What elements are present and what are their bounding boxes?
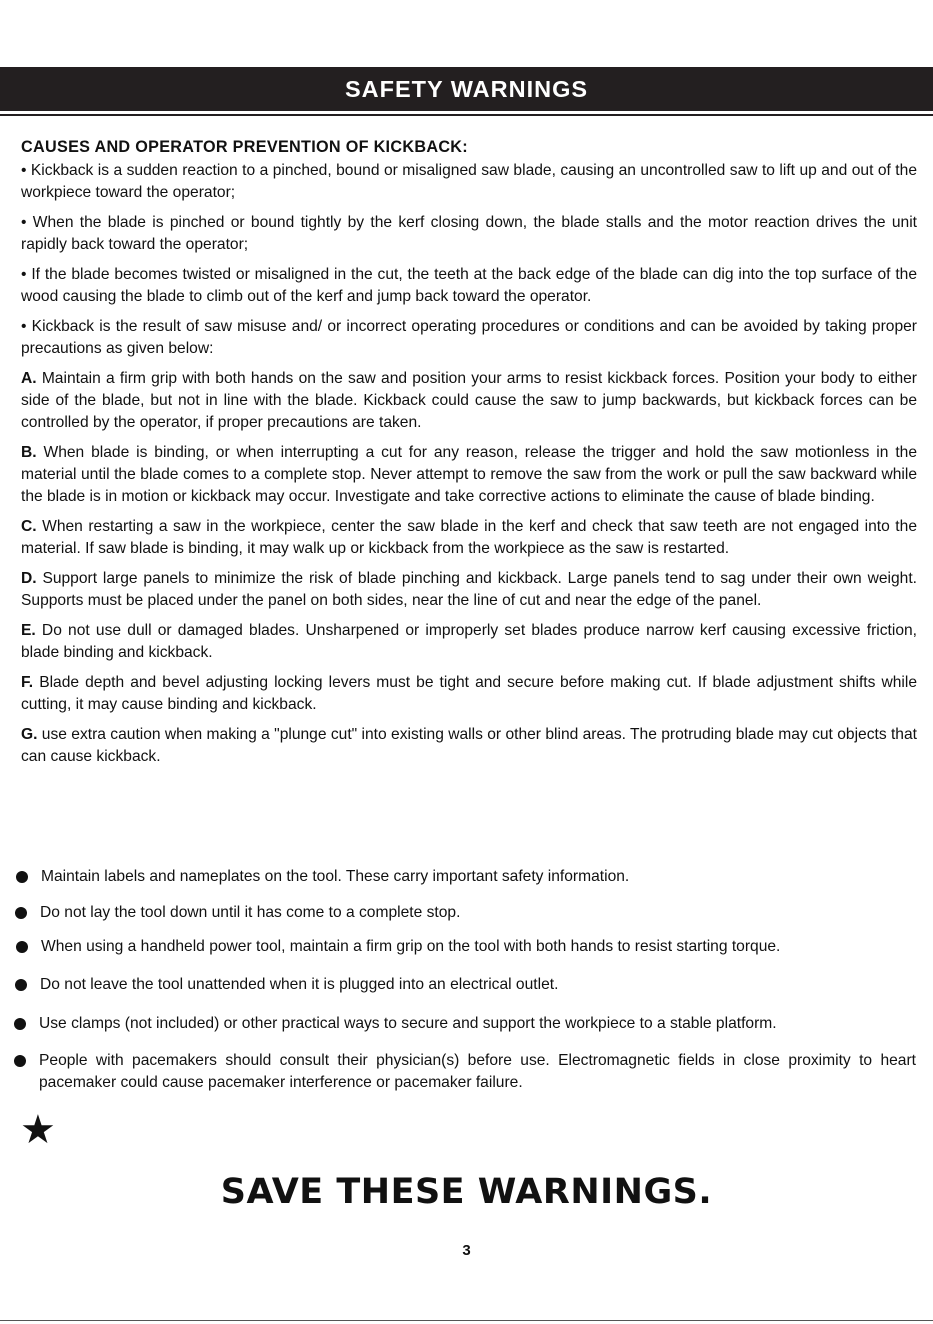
list-item: Maintain labels and nameplates on the tool. These carry important safety information.: [16, 866, 629, 888]
list-item: Do not lay the tool down until it has come to a complete stop.: [15, 902, 460, 924]
list-item: When using a handheld power tool, maintain a firm grip on the tool with both hands to resist starting torque.: [16, 936, 780, 958]
star-icon: ★: [20, 1108, 56, 1152]
instruction-letter: B.: [21, 444, 37, 461]
instruction-letter: A.: [21, 370, 37, 387]
paragraph: • Kickback is a sudden reaction to a pinched, bound or misaligned saw blade, causing an uncontrolled saw to lift up and out of the workpiece toward the operator;: [21, 162, 917, 201]
paragraph: • Kickback is the result of saw misuse and/ or incorrect operating procedures or conditions and can be avoided by taking proper precautions as given below:: [21, 318, 917, 357]
bottom-divider: [0, 1320, 933, 1321]
instruction-letter: G.: [21, 726, 38, 743]
list-item: People with pacemakers should consult their physician(s) before use. Electromagnetic fields in close proximity to heart pacemaker could cause pacemaker interference or pacemaker failure.: [14, 1050, 916, 1094]
instruction-f: F. Blade depth and bevel adjusting locking levers must be tight and secure before making cut. If blade adjustment shifts while cutting, it may cause binding and kickback.: [21, 674, 917, 713]
bullet-dot-icon: [15, 907, 27, 919]
bullet-dot-icon: [16, 941, 28, 953]
bullet-dot-icon: [16, 871, 28, 883]
bullet-dot-icon: [14, 1055, 26, 1067]
paragraph: • When the blade is pinched or bound tightly by the kerf closing down, the blade stalls and the motor reaction drives the unit rapidly back toward the operator;: [21, 214, 917, 253]
section-title: CAUSES AND OPERATOR PREVENTION OF KICKBACK:: [21, 138, 468, 156]
list-item: Use clamps (not included) or other practical ways to secure and support the workpiece to a stable platform.: [14, 1013, 777, 1035]
instruction-letter: E.: [21, 622, 36, 639]
page-title: SAFETY WARNINGS: [344, 75, 589, 102]
instruction-a: A. Maintain a firm grip with both hands on the saw and position your arms to resist kickback forces. Position your body to either side of the blade, but not in line with the blade. Kickback could cause the saw to jump backwards, but kickback forces can be controlled by the operator, if proper precautions are taken.: [21, 370, 917, 431]
list-item: Do not leave the tool unattended when it is plugged into an electrical outlet.: [15, 974, 558, 996]
instruction-g: G. use extra caution when making a "plunge cut" into existing walls or other blind areas. The protruding blade may cut objects that can cause kickback.: [21, 726, 917, 765]
instruction-letter: F.: [21, 674, 34, 691]
instruction-b: B. When blade is binding, or when interrupting a cut for any reason, release the trigger and hold the saw motionless in the material until the blade comes to a complete stop. Never attempt to remove the saw from the work or pull the saw backward while the blade is in motion or kickback may occur. Investigate and take corrective actions to eliminate the cause of blade binding.: [21, 444, 917, 505]
instruction-e: E. Do not use dull or damaged blades. Unsharpened or improperly set blades produce narrow kerf causing excessive friction, blade binding and kickback.: [21, 622, 917, 661]
header-bar: [0, 67, 933, 111]
save-warnings-heading: SAVE THESE WARNINGS.: [220, 1172, 713, 1212]
bullet-dot-icon: [15, 979, 27, 991]
bullet-dot-icon: [14, 1018, 26, 1030]
instruction-c: C. When restarting a saw in the workpiece, center the saw blade in the kerf and check that saw teeth are not engaged into the material. If saw blade is binding, it may walk up or kickback from the workpiece as the saw is restarted.: [21, 518, 917, 557]
page-number: 3: [462, 1242, 471, 1259]
kickback-section: [21, 136, 917, 776]
instruction-letter: C.: [21, 518, 37, 535]
instruction-letter: D.: [21, 570, 37, 587]
paragraph: • If the blade becomes twisted or misaligned in the cut, the teeth at the back edge of the blade can dig into the top surface of the wood causing the blade to climb out of the kerf and jump back toward the operator.: [21, 266, 917, 305]
instruction-d: D. Support large panels to minimize the risk of blade pinching and kickback. Large panels tend to sag under their own weight. Supports must be placed under the panel on both sides, near the line of cut and near the edge of the panel.: [21, 570, 917, 609]
header-divider: [0, 114, 933, 116]
